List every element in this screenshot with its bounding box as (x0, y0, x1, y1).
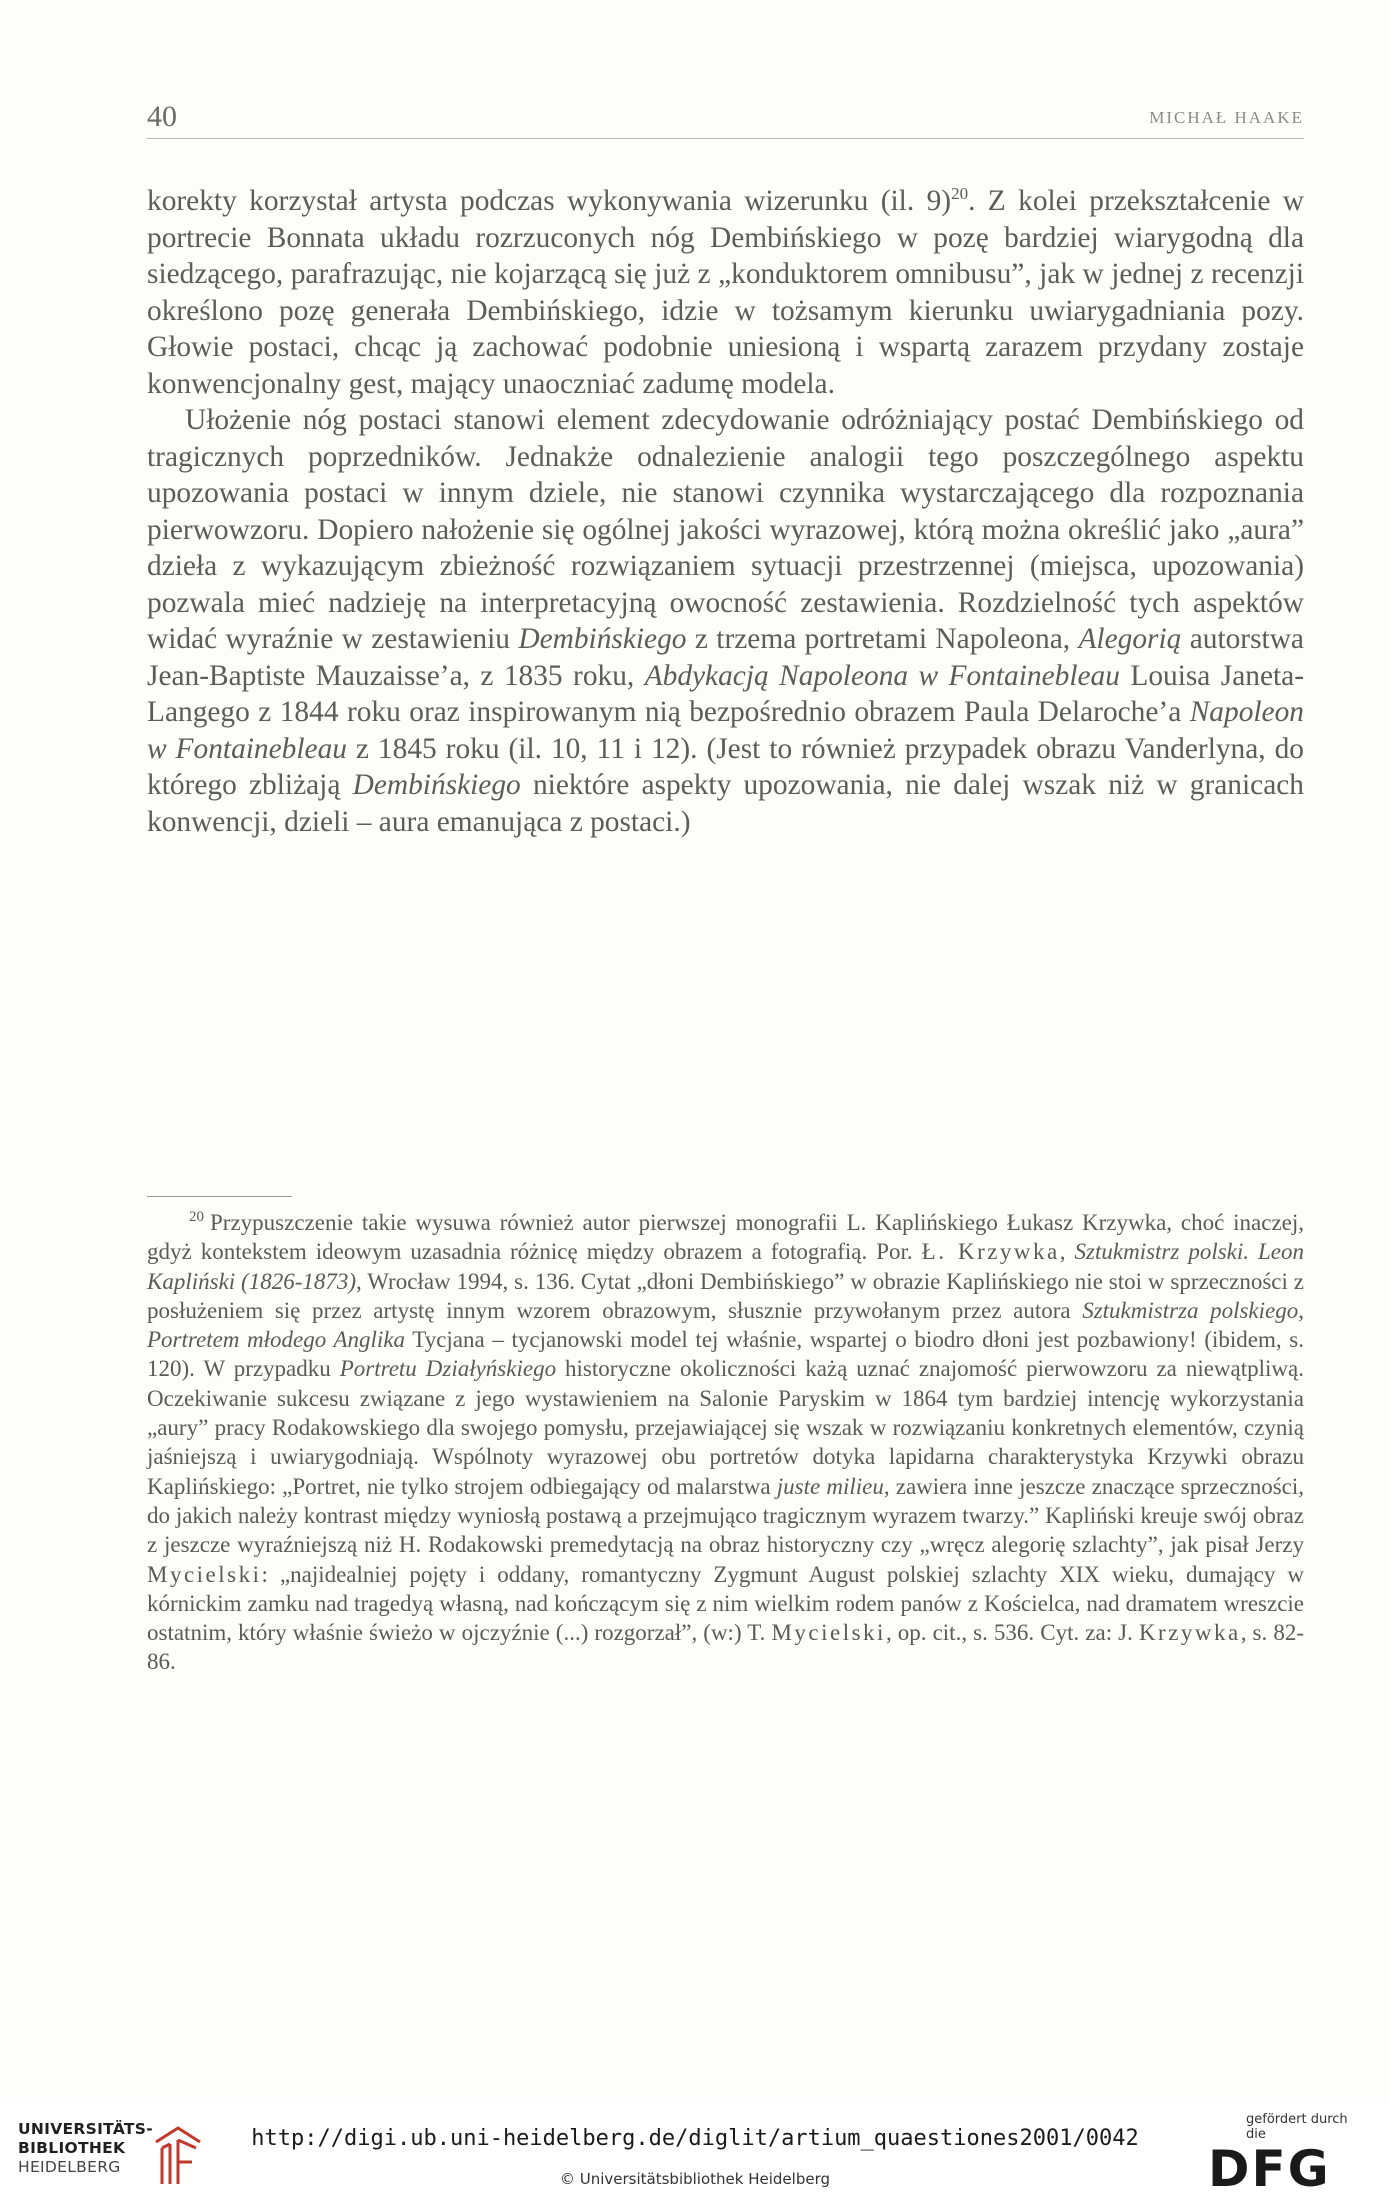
page-number: 40 (147, 100, 177, 133)
footnote (147, 1208, 1304, 1677)
running-head: MICHAŁ HAAKE (1149, 108, 1304, 127)
italic-title: Napoleon w Fontainebleau (147, 696, 1304, 765)
spaced-author: Mycielski (771, 1620, 886, 1646)
italic-title: Portretu Działyńskiego (339, 1356, 557, 1382)
footnote-number: 20 (189, 1209, 204, 1226)
dfg-mark: DFG (1208, 2140, 1331, 2198)
spaced-author: Ł. Krzywka (921, 1239, 1060, 1265)
paragraph-2: Ułożenie nóg postaci stanowi element zdecydowanie odróżniający postać Dembińskiego od tragicznych poprzedników. Jednakże odnalezienie analogii tego poszczególnego aspektu upozowania postaci w innym dziele, nie stanowi czynnika wystarczającego dla rozpoznania pierwowzoru. Dopiero nałożenie się ogólnej jakości wyrazowej, którą można określić jako „aura” dzieła z wykazującym zbieżność rozwiązaniem sytuacji przestrzennej (miejsca, upozowania) pozwala mieć nadzieję na interpretacyjną owocność zestawienia. Rozdzielność tych aspektów widać wyraźnie w zestawieniu Dembińskiego z trzema portretami Napoleona, Alegorią autorstwa Jean-Baptiste Mauzaisse’a, z 1835 roku, Abdykacją Napoleona w Fontainebleau Louisa Janeta-Langego z 1844 roku oraz inspirowanym nią bezpośrednio obrazem Paula Delaroche’a Napoleon w Fontainebleau z 1845 roku (il. 10, 11 i 12). (Jest to również przypadek obrazu Vanderlyna, do którego zbliżają Dembińskiego niektóre aspekty upozowania, nie dalej wszak niż w granicach konwencji, dzieli – aura emanująca z postaci.) (147, 404, 1304, 838)
copyright-notice: © Universitätsbibliothek Heidelberg (559, 2170, 830, 2188)
source-url-link[interactable]: http://digi.ub.uni-heidelberg.de/diglit/artium_quaestiones2001/0042 (251, 2126, 1139, 2151)
page-header (147, 100, 1304, 139)
footnote-divider (147, 1196, 292, 1197)
italic-title: Portretem młodego Anglika (147, 1327, 406, 1353)
spaced-author: Krzywka (1138, 1620, 1241, 1646)
dfg-logo: gefördert durch die DFG (1208, 2112, 1368, 2192)
italic-title: Sztukmistrza polskiego (1082, 1297, 1299, 1323)
paragraph-1: korekty korzystał artysta podczas wykonywania wizerunku (il. 9)$^{20}$. Z kolei przekształcenie w portrecie Bonnata układu rozrzuconych nóg Dembińskiego w pozę bardziej wiarygodną dla siedzącego, parafrazując, nie kojarzącą się już z „konduktorem omnibusu”, jak w jednej z recenzji określono pozę generała Dembińskiego, idzie w tożsamym kierunku uwiarygadniania pozy. Głowie postaci, chcąc ją zachować podobnie uniesioną i wspartą zarazem przydany zostaje konwencjonalny gest, mający unaoczniać zadumę modela. (147, 184, 1304, 400)
italic-title: Dembińskiego (518, 623, 687, 655)
body-text (147, 183, 1304, 840)
italic-title: Abdykacją Napoleona w Fontainebleau (644, 659, 1120, 692)
italic-title: Dembińskiego (352, 769, 521, 801)
footnote-20: $^{20}$ Przypuszczenie takie wysuwa również autor pierwszej monografii L. Kaplińskiego Łukasz Krzywka, choć inaczej, gdyż kontekstem ideowym uzasadnia różnicę między obrazem a fotografią. Por. Ł. Krzywka, Sztukmistrz polski. Leon Kapliński (1826-1873), Wrocław 1994, s. 136. Cytat „dłoni Dembińskiego” w obrazie Kaplińskiego nie stoi w sprzeczności z posłużeniem się przez artystę innym wzorem obrazowym, słusznie przywołanym przez autora Sztukmistrza polskiego, Portretem młodego Anglika Tycjana – tycjanowski model tej właśnie, wspartej o biodro dłoni jest pozbawiony! (ibidem, s. 120). W przypadku Portretu Działyńskiego historyczne okoliczności każą uznać znajomość pierwowzoru za niewątpliwą. Oczekiwanie sukcesu związane z jego wystawieniem na Salonie Paryskim w 1864 tym bardziej intencję wykorzystania „aury” pracy Rodakowskiego dla swojego pomysłu, przejawiającej się wszak w rozwiązaniu konkretnych elementów, czynią jaśniejszą i uwiarygodniają. Wspólnoty wyrazowej obu portretów dotyka lapidarna charakterystyka Krzywki obrazu Kaplińskiego: „Portret, nie tylko strojem odbiegający od malarstwa juste milieu, zawiera inne jeszcze znaczące sprzeczności, do jakich należy kontrast między wyniosłą postawą a przejmująco tragicznym wyrazem twarzy.” Kapliński kreuje swój obraz z jeszcze wyraźniejszą niż H. Rodakowski premedytacją na obraz historyczny czy „wręcz alegorię szlachty”, jak pisał Jerzy Mycielski: „najidealniej pojęty i oddany, romantyczny Zygmunt August polskiej szlachty XIX wieku, dumający w kórnickim zamku nad tragedyą własną, nad kończącym się z nim wielkim rodem panów z Kościelca, nad dramatem wreszcie ostatnim, który właśnie świeżo w ojczyźnie (...) rozgorzał”, (w:) T. Mycielski, op. cit., s. 536. Cyt. za: J. Krzywka, s. 82-86. (147, 1209, 1305, 1675)
footnote-ref: 20 (951, 184, 969, 204)
italic-title: Sztukmistrz polski. Leon Kapliński (1826-1873) (147, 1239, 1305, 1294)
italic-title: Alegorią (1078, 623, 1182, 655)
library-logo: UNIVERSITÄTS- BIBLIOTHEK HEIDELBERG (18, 2120, 268, 2190)
digitization-footer (0, 2098, 1390, 2206)
spaced-author: Mycielski (147, 1561, 262, 1587)
italic-title: juste milieu (776, 1473, 884, 1499)
